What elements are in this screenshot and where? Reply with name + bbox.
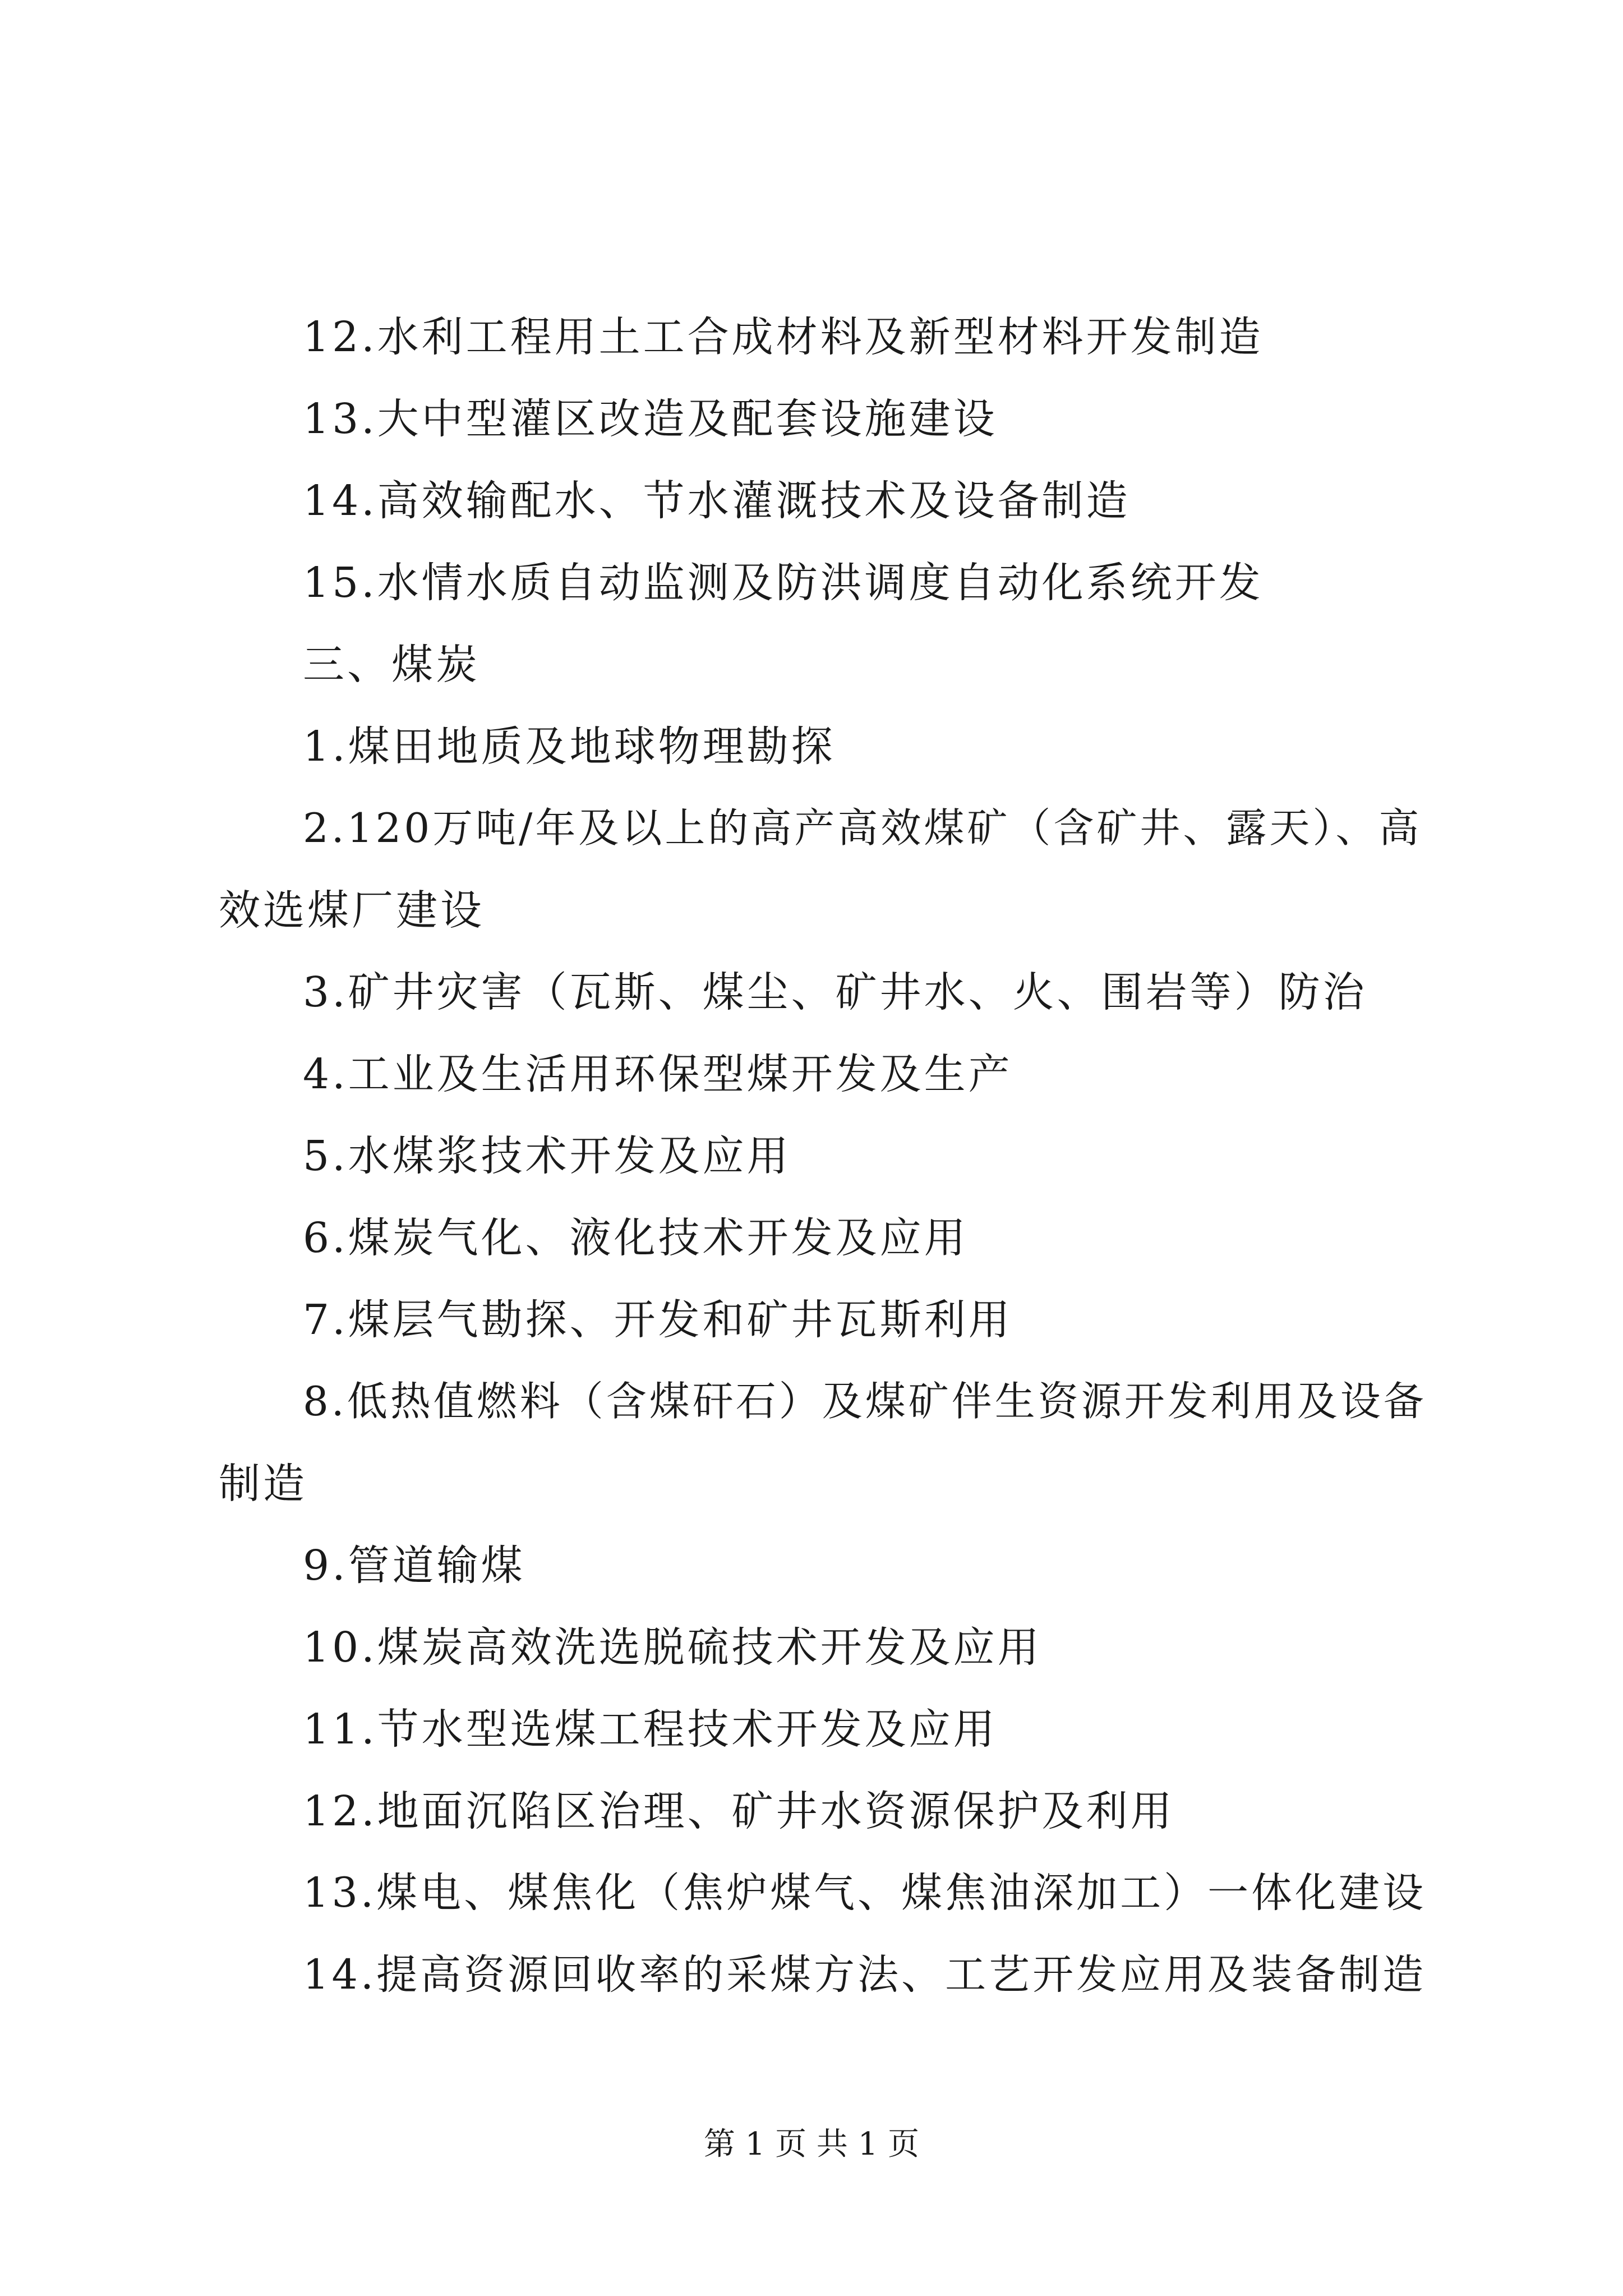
section-heading: 三、煤炭 [303, 641, 480, 689]
list-item: 6.煤炭气化、液化技术开发及应用 [303, 1214, 969, 1262]
list-item: 2.120万吨/年及以上的高产高效煤矿（含矿井、露天）、高 [303, 804, 1422, 852]
list-item: 3.矿井灾害（瓦斯、煤尘、矿井水、火、围岩等）防治 [303, 968, 1367, 1016]
list-item-continuation: 效选煤厂建设 [219, 886, 485, 935]
page-number-footer: 第 1 页 共 1 页 [703, 2126, 920, 2162]
list-item: 9.管道输煤 [303, 1542, 525, 1590]
list-item: 10.煤炭高效洗选脱硫技术开发及应用 [303, 1623, 1042, 1672]
list-item: 7.煤层气勘探、开发和矿井瓦斯利用 [303, 1296, 1013, 1344]
list-item: 1.煤田地质及地球物理勘探 [303, 723, 836, 771]
list-item: 12.地面沉陷区治理、矿井水资源保护及利用 [303, 1787, 1175, 1835]
list-item: 4.工业及生活用环保型煤开发及生产 [303, 1050, 1013, 1098]
list-item: 15.水情水质自动监测及防洪调度自动化系统开发 [303, 559, 1264, 607]
list-item: 5.水煤浆技术开发及应用 [303, 1132, 791, 1180]
list-item: 14.高效输配水、节水灌溉技术及设备制造 [303, 477, 1131, 525]
list-item: 11.节水型选煤工程技术开发及应用 [303, 1705, 998, 1754]
list-item-continuation: 制造 [219, 1460, 307, 1508]
list-item: 13.大中型灌区改造及配套设施建设 [303, 395, 998, 443]
list-item: 13.煤电、煤焦化（焦炉煤气、煤焦油深加工）一体化建设 [303, 1869, 1427, 1917]
list-item: 14.提高资源回收率的采煤方法、工艺开发应用及装备制造 [303, 1951, 1427, 1999]
list-item: 12.水利工程用土工合成材料及新型材料开发制造 [303, 313, 1264, 361]
list-item: 8.低热值燃料（含煤矸石）及煤矿伴生资源开发利用及设备 [303, 1378, 1427, 1425]
